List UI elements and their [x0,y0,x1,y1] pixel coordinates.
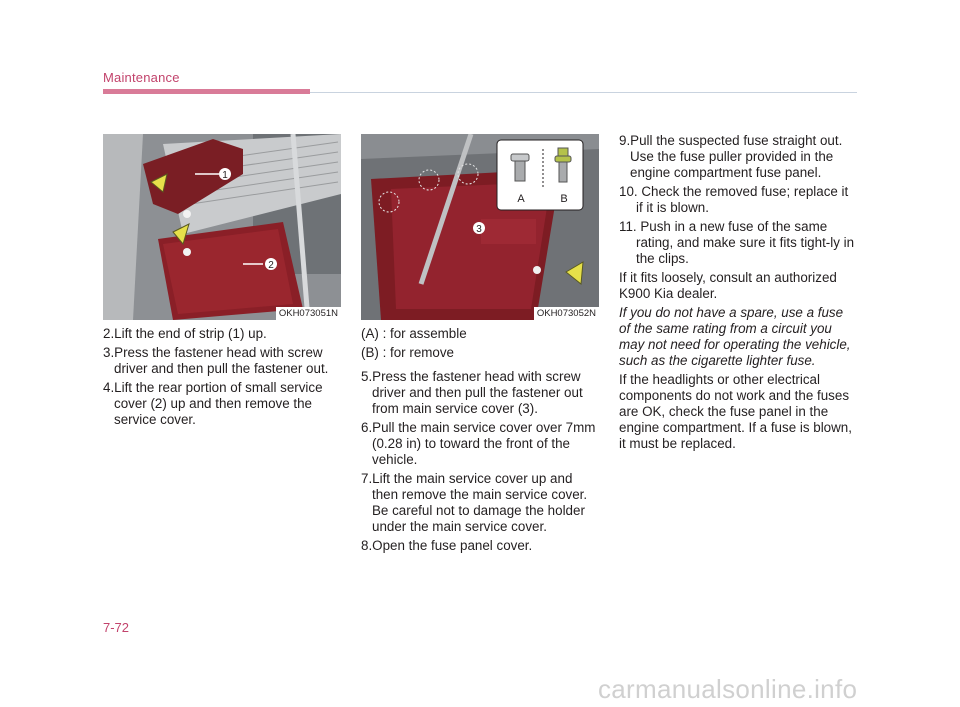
step-11: 11. Push in a new fuse of the same rating, and make sure it fits tight-ly in the clips. [619,219,855,266]
step-8: 8.Open the fuse panel cover. [361,538,533,553]
legend-b: (B) : for remove [361,345,455,360]
step-4: 4.Lift the rear portion of small service cover (2) up and then remove the service cover. [103,380,323,427]
figure-1-code: OKH073051N [276,307,341,320]
column-3 [619,133,857,455]
page-number: 7-72 [103,620,130,635]
spare-fuse-note: If you do not have a spare, use a fuse of the same rating from a circuit you may not need for operating the vehicle, such as the cigarette lighter fuse. [619,305,851,368]
figure-small-service-cover [103,134,341,320]
step-6: 6.Pull the main service cover over 7mm (0.28 in) to toward the front of the vehicle. [361,420,596,467]
step-7: 7.Lift the main service cover up and then remove the main service cover. Be careful not to damage the holder under the main service cover. [361,471,588,534]
figure-main-service-cover [361,134,599,320]
callout-1: 1 [222,170,228,181]
figure-2-code: OKH073052N [534,307,599,320]
header-accent-bar [103,89,310,94]
header-rule [310,92,857,93]
callout-3: 3 [476,224,482,235]
column-2 [361,326,600,557]
step-10: 10. Check the removed fuse; replace it if it is blown. [619,184,849,215]
inset-label-a: A [517,193,525,205]
watermark: carmanualsonline.info [598,674,858,704]
dealer-note: If it fits loosely, consult an authorized K900 Kia dealer. [619,270,837,301]
step-9: 9.Pull the suspected fuse straight out. Use the fuse puller provided in the engine compartment fuse panel. [619,133,843,180]
column-1 [103,326,341,431]
fuse-panel-note: If the headlights or other electrical components do not work and the fuses are OK, check the fuse panel in the engine compartment. If a fuse is blown, it must be replaced. [619,372,852,451]
step-2: 2.Lift the end of strip (1) up. [103,326,267,341]
inset-label-b: B [560,193,568,205]
figure-2-illustration [361,134,599,320]
section-header: Maintenance [103,70,180,85]
step-5: 5.Press the fastener head with screw driver and then pull the fastener out from main service cover (3). [361,369,583,416]
callout-2: 2 [268,260,274,271]
legend-a: (A) : for assemble [361,326,467,341]
figure-1-illustration [103,134,341,320]
step-3: 3.Press the fastener head with screw driver and then pull the fastener out. [103,345,329,376]
